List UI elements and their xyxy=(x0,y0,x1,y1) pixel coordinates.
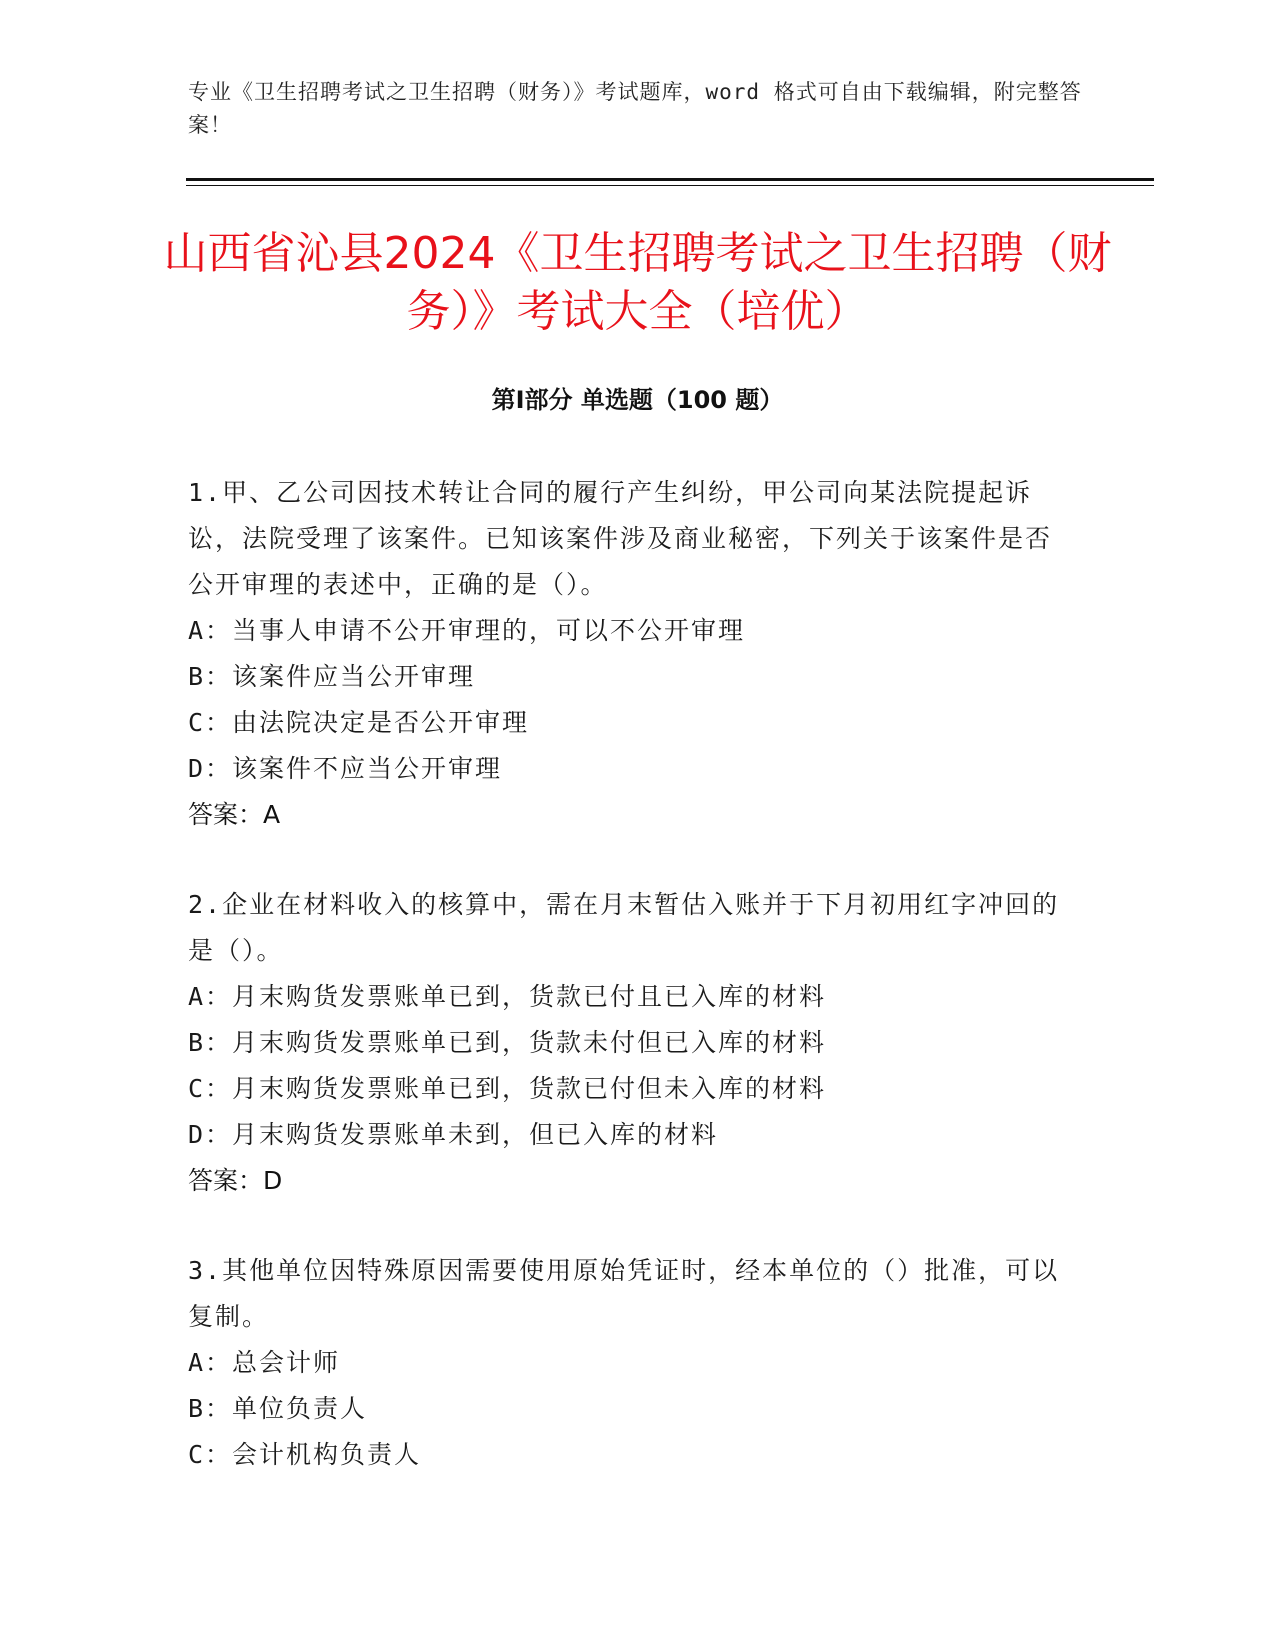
option-a: A：月末购货发票账单已到，货款已付且已入库的材料 xyxy=(188,982,827,1011)
option-b: B：该案件应当公开审理 xyxy=(188,662,476,691)
option-b: B：单位负责人 xyxy=(188,1394,368,1423)
option-c: C：由法院决定是否公开审理 xyxy=(188,708,530,737)
question-list xyxy=(188,470,1068,1522)
header-rule-thick xyxy=(186,178,1154,181)
option-d: D：该案件不应当公开审理 xyxy=(188,754,503,783)
option-d: D：月末购货发票账单未到，但已入库的材料 xyxy=(188,1120,719,1149)
question-2 xyxy=(188,882,1068,1204)
header-rule-thin xyxy=(186,185,1154,186)
question-stem: 1.甲、乙公司因技术转让合同的履行产生纠纷，甲公司向某法院提起诉讼，法院受理了该案件。已知该案件涉及商业秘密，下列关于该案件是否公开审理的表述中，正确的是（）。 xyxy=(188,478,1053,599)
document-title: 山西省沁县2024《卫生招聘考试之卫生招聘（财务）》考试大全（培优） xyxy=(163,228,1112,337)
question-stem: 3.其他单位因特殊原因需要使用原始凭证时，经本单位的（）批准，可以复制。 xyxy=(188,1256,1060,1331)
option-c: C：会计机构负责人 xyxy=(188,1440,422,1469)
answer-line: 答案：D xyxy=(188,1166,283,1195)
option-c: C：月末购货发票账单已到，货款已付但未入库的材料 xyxy=(188,1074,827,1103)
answer-line: 答案：A xyxy=(188,800,281,829)
option-a: A：当事人申请不公开审理的，可以不公开审理 xyxy=(188,616,746,645)
question-1 xyxy=(188,470,1068,838)
header-note: 专业《卫生招聘考试之卫生招聘（财务）》考试题库，word 格式可自由下载编辑，附完整答案！ xyxy=(188,80,1082,137)
option-b: B：月末购货发票账单已到，货款未付但已入库的材料 xyxy=(188,1028,827,1057)
option-a: A：总会计师 xyxy=(188,1348,341,1377)
question-3 xyxy=(188,1248,1068,1478)
section-title: 第Ⅰ部分 单选题（100 题） xyxy=(491,386,784,414)
question-stem: 2.企业在材料收入的核算中，需在月末暂估入账并于下月初用红字冲回的是（）。 xyxy=(188,890,1060,965)
